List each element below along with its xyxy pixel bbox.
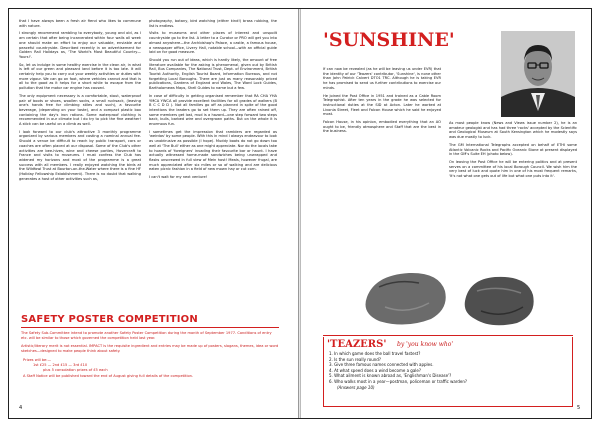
prizes-line: 1st £25 — 2nd £15 — 3rd £10 (33, 363, 88, 367)
teazers-subtitle: by 'you know who' (397, 341, 453, 348)
paragraph: I look forward to our club's attractive 3 monthly programme organized by various members and costing a nominal annual fee. Should a venue be difficult to reach by public transport, cars or coaches are often placed at our disposal. Some of the Club's other activities are bee-hives, wine and cheese parties, Hovercraft to France and visits to museums. I must confess the Club has widened my horizons and most of the programme is a great success with all members. I really enjoyed watching the birds at the Wildfowl Trust at Bourton-on-the-Water where there is a fine HF (Holiday Fellowship Establishment). There is no doubt that walking generates a host of other activities such as, (19, 129, 141, 181)
right-column-1 (323, 67, 441, 137)
left-column-2 (149, 19, 277, 183)
teazer-question: 6. Who walks most in a year—postman, policeman or traffic warden? (329, 378, 468, 384)
portrait-image (501, 31, 575, 117)
answers-note: (Answers page 10) (337, 384, 375, 390)
teazer-question: 1. In which game does the ball travel fastest? (329, 351, 421, 356)
paragraph: In case of difficulty in getting organised remember that RA CHA YHA YMCA YWCA all provide excellent facilities for all grades of walkers (B B C C D D ). Not all families go off as planned in spite of the good intentions the leaders go to set them up. They are often rained off, some members get lost, mud is a hazard—one step forward two steps back, bulls, barbed wire and overgrown paths. But on the whole it is enormous fun. (149, 93, 277, 127)
consolation-prizes: plus 5 consolation prizes of £5 each (43, 368, 108, 372)
teazer-question: 3. Give three famous names connected with apples. (329, 362, 434, 368)
paragraph: The GM International Telegraphs accepted on behalf of ETHI some Atlantic Volcanic Rocks and Pacific Oceanic Stone at present displayed in the GM's Suite EH (photo below). (449, 142, 577, 157)
page-number: 5 (577, 405, 581, 411)
prizes-label: Prizes will be:— (23, 358, 52, 362)
paragraph: On leaving the Post Office he will be entering politics and at present serves on a committee of his local Borough Council. We wish him the very best of luck and quote him in one of his most frequent remarks, 'It's not what one gets out of life but what one puts into it'. (449, 159, 577, 179)
heading-rule (21, 327, 279, 328)
right-page (301, 9, 591, 418)
teazer-question: 5. What ailment is known abroad as, 'Englishman's Disease'? (329, 373, 452, 379)
left-column-1 (19, 19, 141, 185)
teazer-question: 2. Is the sun really round? (329, 356, 381, 362)
sunshine-title: 'SUNSHINE' (323, 29, 455, 51)
right-column-2 (449, 121, 577, 182)
teazers-top-rule (323, 335, 573, 336)
paragraph: that I have always been a fresh air fiend who likes to commune with nature. (19, 19, 141, 28)
paragraph: Visits to museums and other places of interest and unspoilt countryside go to the list. A letter to a Curator or PRO will get you into almost anywhere—the Archbishop's Palace, a castle, a famous house, a newspaper office, Livery Hall, notable school—with an official guide laid on for good measure. (149, 31, 277, 55)
teazers-title: 'TEAZERS' (327, 339, 387, 350)
paragraph: The only equipment necessary is a comfortable, stout, waterproof pair of boots or shoes, woollen socks, a small rucksack, (leaving one's hands free for climbing stiles and such), a favourite beverage, (depending on your taste), and a compact plastic box containing the day's iron rations. Some waterproof clothing is recommended in our climate but I do try to pick the fine weather! A stick can be useful on a climb as well. (19, 93, 141, 127)
page-number: 4 (19, 405, 23, 411)
paragraph: I strongly recommend rambling to everybody, young and old, as I am certain that after being incarcerated within four walls all week one should make an effort to enjoy our valuable, enviable and peaceful countryside. Described recently in an advertisement for Golden Rail Holidays as, 'The World's Most Beautiful Country—Yours!'. (19, 31, 141, 59)
safety-closing: A Staff Notice will be published toward the end of August giving full details of the competition. (23, 374, 194, 378)
magazine-spread (8, 8, 592, 419)
portrait-photo (501, 31, 575, 117)
paragraph: I can't wait for my next venture! (149, 175, 208, 180)
rocks-image (327, 257, 573, 337)
left-page (9, 9, 299, 418)
safety-intro: The Safety Sub-Committee intend to promote another Safety Poster Competition during the month of September 1977. Conditions of entry etc. will be similar to those which governed the competition held last year. (21, 331, 272, 340)
paragraph: If can now be revealed (as he will be leaving us under EVR) that the identity of our 'Teazers' contributor, 'Sunshine', is none other than John Patrick Calvert DTO1 TRC. Although he is taking EVR he has promised to send us further contributions to exercise our minds. (323, 67, 441, 90)
paragraph: As most people know (News and Views issue number 2), he is an amateur geologist and has had three 'rocks' accepted by the Scientific and Geological Museum at South Kensington which he modestly says was due mostly to luck. (449, 121, 577, 140)
paragraph: So, let us indulge in some healthy exercise in the clean air, in what is left of our green and pleasant land before it is too late. It will certainly help you to carry out your weekly activities or duties with more vigour. We can go on foot, where vehicles cannot and that is all to the good as it helps for a short while to escape from the pollution that the motor car engine has caused. (19, 62, 141, 91)
safety-poster-heading: SAFETY POSTER COMPETITION (21, 314, 198, 325)
paragraph: photography, botany, bird watching (either kind!) brass rubbing, the list is endless. (149, 19, 277, 28)
teazers-questions (329, 351, 569, 390)
safety-detail: Artistic/literary merit is not essential. IMPACT is the requisite ingredient and entries may be made up of posters, slogans, themes, idea or word sketches—designed to make people think about safety. (21, 344, 279, 353)
teazer-question: 4. At what speed does a wind become a gale? (329, 367, 421, 373)
paragraph: Falcon House, in his opinion, embodied everything that an AO ought to be, friendly atmosphere and Staff that are the best in the business. (323, 120, 441, 134)
paragraph: I sometimes get the impression that ramblers are regarded as 'weirdos' by some people. With this in mind I always endeavour to look as unobtrusive as possible (I hope). Muddy boots do not go down too well at 'The Bull' either as one might appreciate. Nor do the locals take to hoards of 'foreigners' invading their favourite bar or haunt. I have actually witnessed home-made sandwiches being unwrapped and flasks unscrewed in full view of Mein host! Meals, however frugal, are much appreciated after six miles or so of walking and are delicious eaten picnic fashion in a field of new mown hay or cut corn. (149, 129, 277, 172)
paragraph: Should you run out of ideas, which is hardly likely, the amount of free literature available for the asking is phenomenal, given out by British Rail, Bus Companies, The National Trust, Dept. of Environment, British Tourist Authority, English Tourist Board, Information Bureaus, and not forgetting Local Boroughs. There are just as many reasonably priced publications, Gardens of England and Wales, The Ward Lock Guides, Bartholomews Maps, Shell Guides to name but a few. (149, 57, 277, 91)
paragraph: He joined the Post Office in 1951 and trained as a Cable Room Telegraphist. After ten years in the grade he was selected for instructional duties at the SID at Acton. Later he worked at Livonia Street, Fleet and Falcon House which he said he enjoyed most. (323, 93, 441, 117)
rocks-photo (327, 257, 573, 337)
